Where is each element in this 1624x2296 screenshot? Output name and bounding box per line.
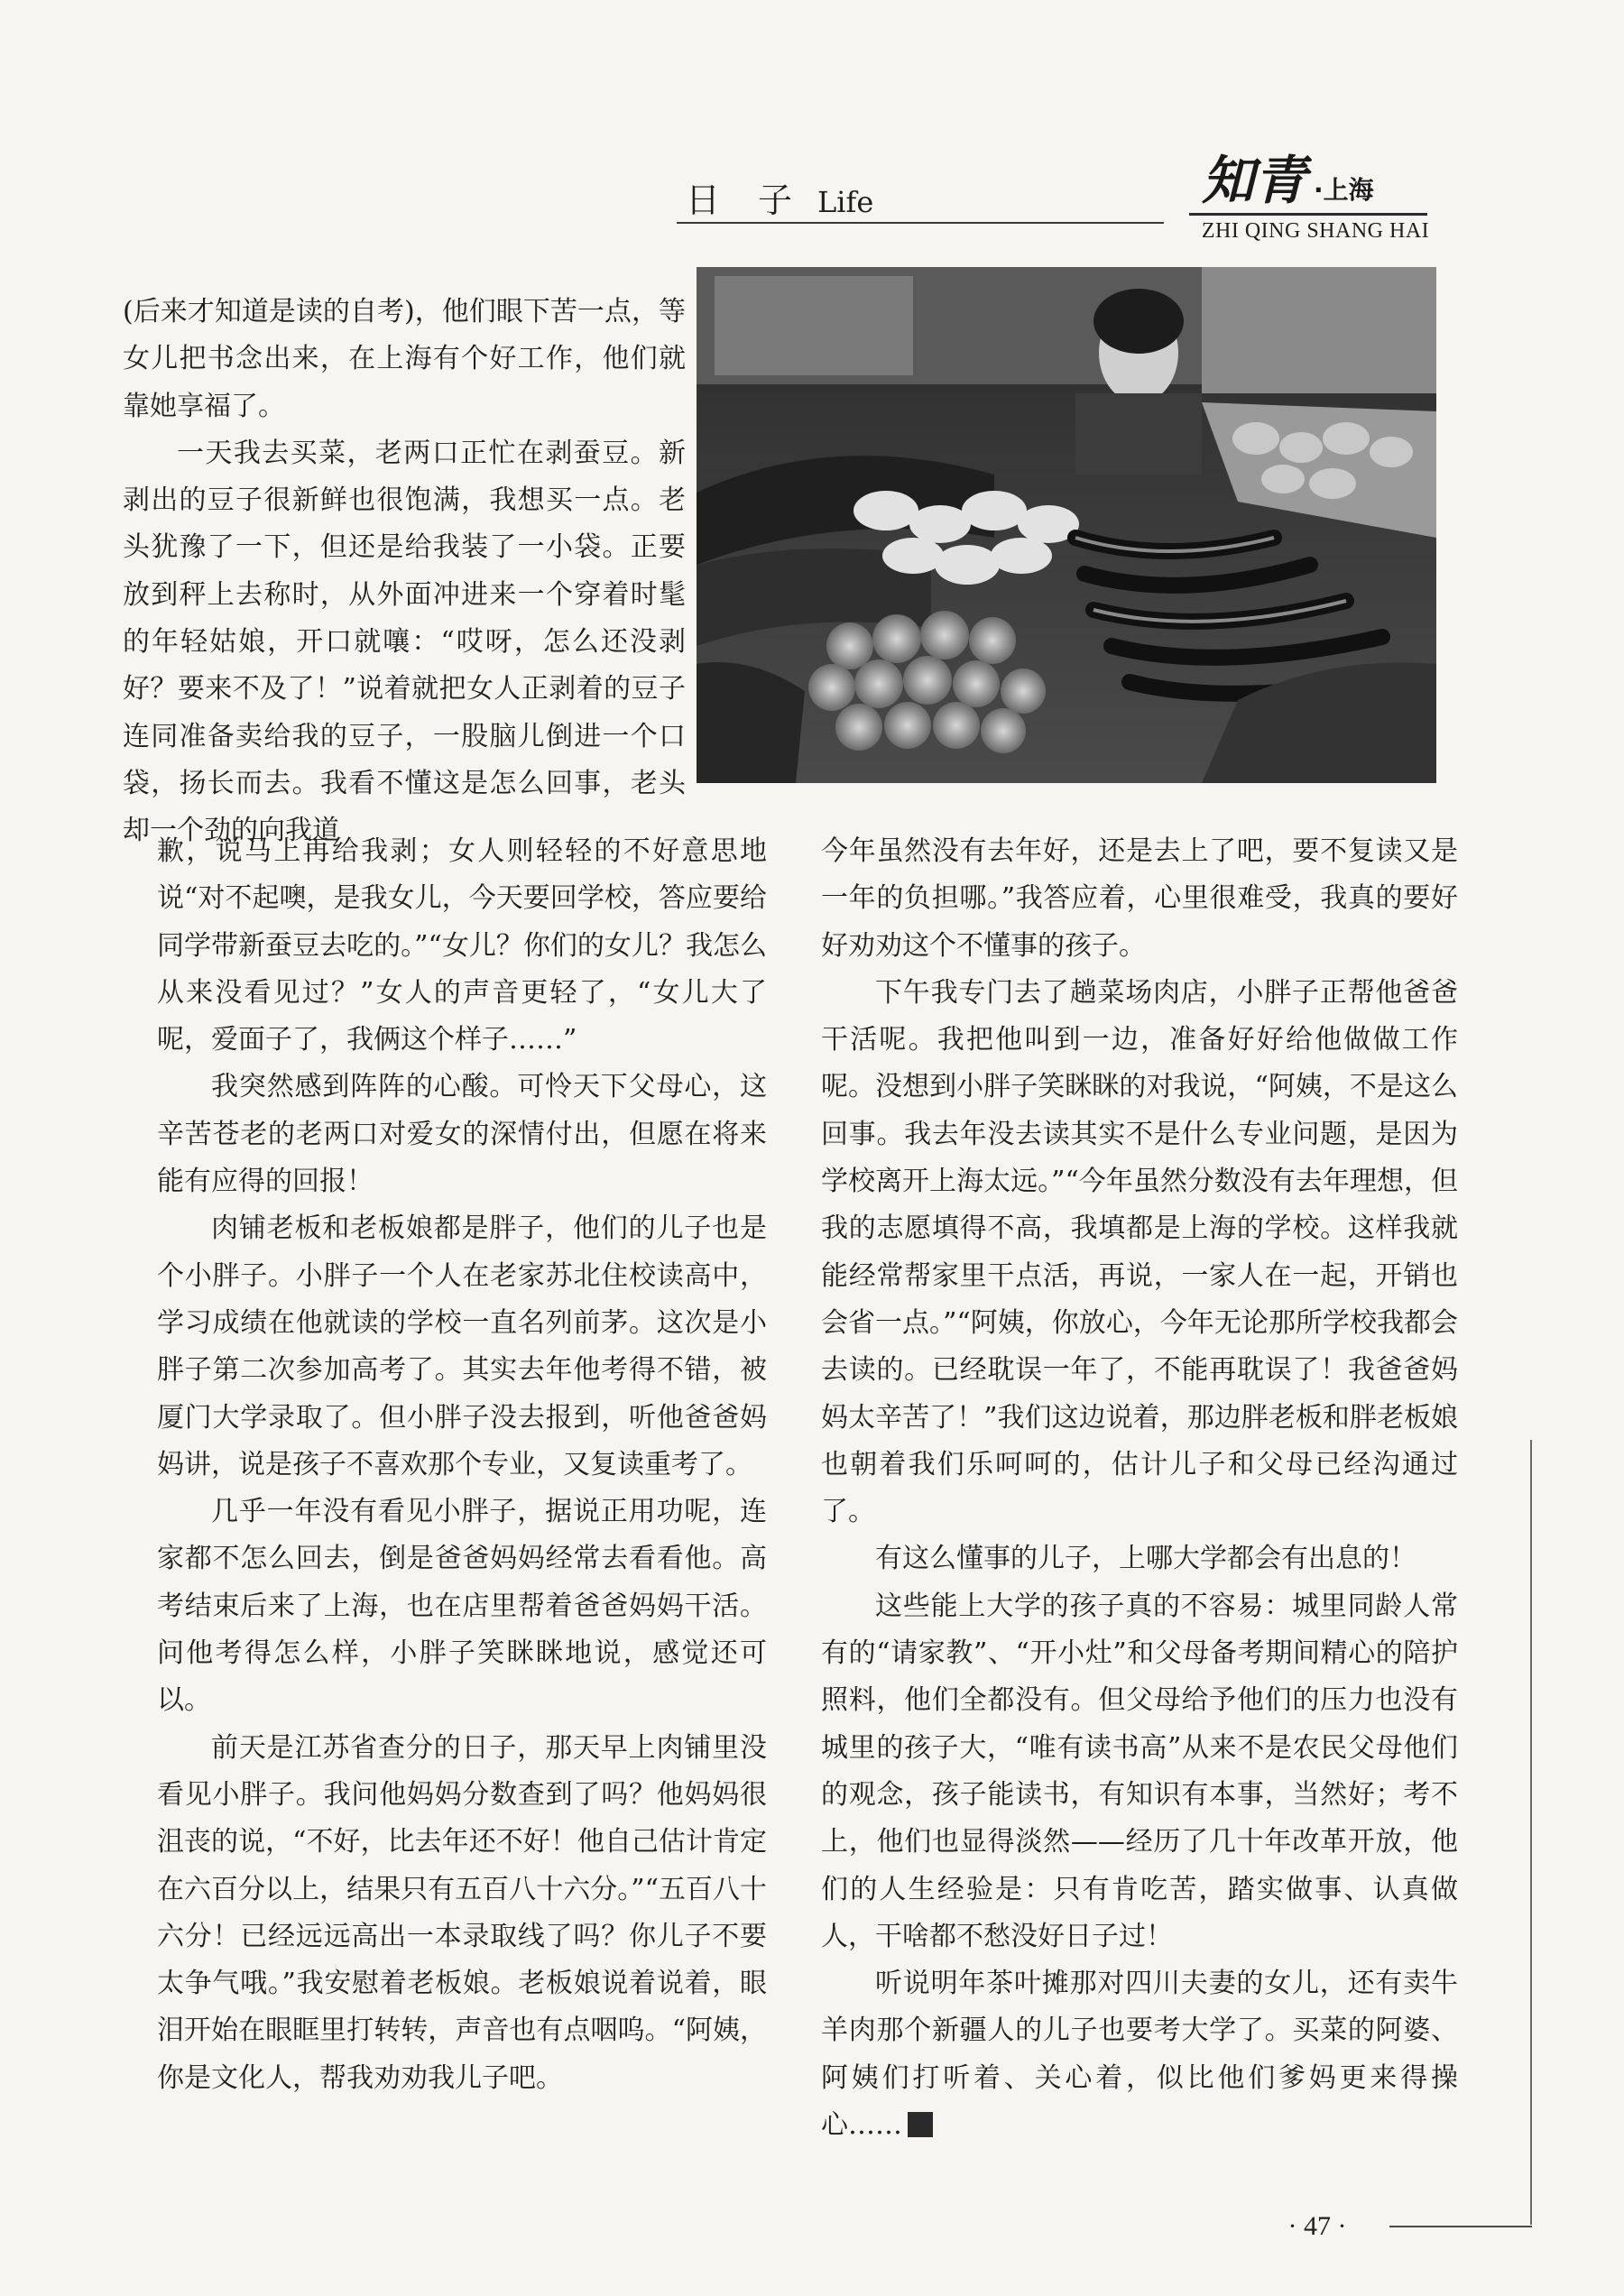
footer-rule <box>1389 2226 1532 2227</box>
section-header <box>686 179 1191 222</box>
logo-cn-sub: ·上海 <box>1314 175 1374 205</box>
article-paragraph: 我突然感到阵阵的心酸。可怜天下父母心，这辛苦苍老的老两口对爱女的深情付出，但愿在将来能有应得的回报！ <box>157 1071 767 1198</box>
header-rule <box>677 222 1164 224</box>
article-paragraph: 下午我专门去了趟菜场肉店，小胖子正帮他爸爸干活呢。我把他叫到一边，准备好好给他做做工作呢。没想到小胖子笑眯眯的对我说，“阿姨，不是这么回事。我去年没去读其实不是什么专业问题，是因为学校离开上海太远。”“今年虽然分数没有去年理想，但我的志愿填得不高，我填都是上海的学校。这样我就能经常帮家里干点活，再说，一家人在一起，开销也会省一点。”“阿姨，你放心，今年无论那所学校我都会去读的。已经耽误一年了，不能再耽误了！我爸爸妈妈太辛苦了！”我们这边说着，那边胖老板和胖老板娘也朝着我们乐呵呵的，估计儿子和父母已经沟通过了。 <box>821 976 1458 1528</box>
article-paragraph: 歉，说马上再给我剥；女人则轻轻的不好意思地说“对不起噢，是我女儿，今天要回学校，答应要给同学带新蚕豆去吃的。”“女儿？你们的女儿？我怎么从来没看见过？”女人的声音更轻了，“女儿大了呢，爱面子了，我俩这个样子……” <box>157 835 767 1056</box>
article-column-1-bottom <box>157 828 767 2102</box>
article-paragraph: (后来才知道是读的自考)，他们眼下苦一点，等女儿把书念出来，在上海有个好工作，他们就靠她享福了。 <box>123 296 686 422</box>
page-number: · 47 · <box>1287 2211 1347 2241</box>
article-paragraph-last <box>821 1960 1458 2149</box>
article-paragraph: 前天是江苏省查分的日子，那天早上肉铺里没看见小胖子。我问他妈妈分数查到了吗？他妈妈很沮丧的说，“不好，比去年还不好！他自己估计肯定在六百分以上，结果只有五百八十六分。”“五百八十六分！已经远远高出一本录取线了吗？你儿子不要太争气哦。”我安慰着老板娘。老板娘说着说着，眼泪开始在眼眶里打转转，声音也有点咽呜。“阿姨，你是文化人，帮我劝劝我儿子吧。 <box>157 1731 767 2094</box>
end-square-icon <box>908 2112 933 2137</box>
article-paragraph: 肉铺老板和老板娘都是胖子，他们的儿子也是个小胖子。小胖子一个人在老家苏北住校读高中，学习成绩在他就读的学校一直名列前茅。这次是小胖子第二次参加高考了。其实去年他考得不错，被厦门大学录取了。但小胖子没去报到，听他爸爸妈妈讲，说是孩子不喜欢那个专业，又复读重考了。 <box>157 1213 767 1480</box>
market-vendor-photo <box>697 267 1436 783</box>
logo-en: ZHI QING SHANG HAI <box>1201 219 1430 243</box>
market-vendor-photo-icon <box>697 267 1436 783</box>
margin-rule <box>1530 1440 1532 2225</box>
article-paragraph: 几乎一年没有看见小胖子，据说正用功呢，连家都不怎么回去，倒是爸爸妈妈经常去看看他。高考结束后来了上海，也在店里帮着爸爸妈妈干活。问他考得怎么样，小胖子笑眯眯地说，感觉还可以。 <box>157 1496 767 1717</box>
article-paragraph: 这些能上大学的孩子真的不容易：城里同龄人常有的“请家教”、“开小灶”和父母备考期间精心的陪护照料，他们全都没有。但父母给予他们的压力也没有城里的孩子大，“唯有读书高”从来不是农民父母他们的观念，孩子能读书，有知识有本事，当然好；考不上，他们也显得淡然——经历了几十年改革开放，他们的人生经验是：只有肯吃苦，踏实做事、认真做人，干啥都不愁没好日子过！ <box>821 1590 1458 1952</box>
magazine-logo <box>1189 148 1427 216</box>
logo-calligraphy-icon <box>1189 148 1427 213</box>
section-title-en: Life <box>817 185 874 219</box>
article-paragraph-text: 听说明年茶叶摊那对四川夫妻的女儿，还有卖牛羊肉那个新疆人的儿子也要考大学了。买菜的阿婆、阿姨们打听着、关心着，似比他们爹妈更来得操心…… <box>821 1968 1458 2142</box>
article-column-1-top <box>123 289 686 855</box>
logo-cn: 知青 <box>1202 150 1307 211</box>
article-paragraph: 今年虽然没有去年好，还是去上了吧，要不复读又是一年的负担哪。”我答应着，心里很难受，我真的要好好劝劝这个不懂事的孩子。 <box>821 835 1458 962</box>
article-paragraph: 有这么懂事的儿子，上哪大学都会有出息的！ <box>875 1543 1416 1575</box>
section-title: 日 子 <box>686 180 795 220</box>
article-paragraph: 一天我去买菜，老两口正忙在剥蚕豆。新剥出的豆子很新鲜也很饱满，我想买一点。老头犹豫了一下，但还是给我装了一小袋。正要放到秤上去称时，从外面冲进来一个穿着时髦的年轻姑娘，开口就嚷：“哎呀，怎么还没剥好？要来不及了！”说着就把女人正剥着的豆子连同准备卖给我的豆子，一股脑儿倒进一个口袋，扬长而去。我看不懂这是怎么回事，老头却一个劲的向我道 <box>123 437 686 847</box>
article-column-2 <box>821 828 1458 2149</box>
